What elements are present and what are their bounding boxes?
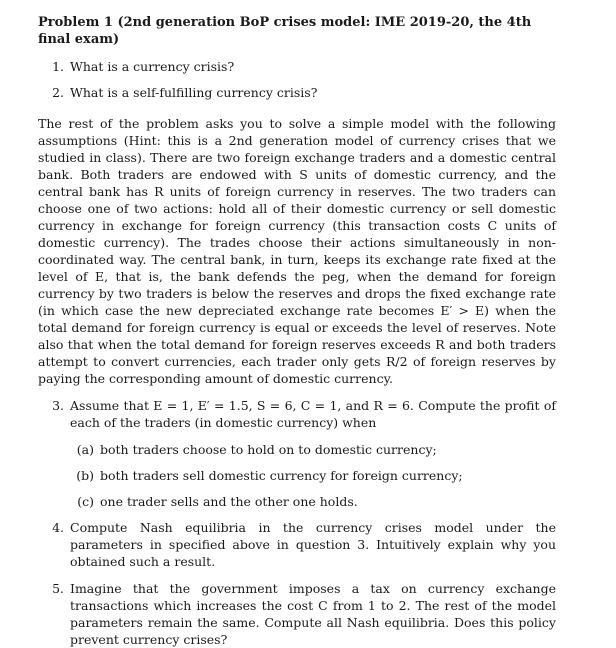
question-2-text: What is a self-fulfilling currency crisis? bbox=[70, 85, 318, 100]
question-4 bbox=[38, 519, 556, 570]
question-3-number: 3. bbox=[52, 398, 64, 413]
intro-question-list bbox=[38, 58, 556, 101]
question-3b bbox=[70, 467, 556, 484]
question-3c-text: one trader sells and the other one holds. bbox=[100, 494, 358, 509]
question-1-number: 1. bbox=[52, 59, 64, 74]
question-3 bbox=[38, 397, 556, 431]
question-3-text: Assume that E = 1, E′ = 1.5, S = 6, C = 1, and R = 6. Compute the profit of each of the traders (in domestic currency) when bbox=[70, 398, 556, 430]
question-4-text: Compute Nash equilibria in the currency crises model under the parameters in specified above in question 3. Intuitively explain why you obtained such a result. bbox=[70, 520, 556, 569]
question-3c-label: (c) bbox=[77, 494, 94, 509]
question-2 bbox=[38, 84, 556, 101]
question-4-number: 4. bbox=[52, 520, 64, 535]
question-5-number: 5. bbox=[52, 581, 64, 596]
question-5 bbox=[38, 580, 556, 648]
question-3b-text: both traders sell domestic currency for foreign currency; bbox=[100, 468, 463, 483]
question-1 bbox=[38, 58, 556, 75]
question-3a-label: (a) bbox=[76, 442, 94, 457]
question-3a bbox=[70, 441, 556, 458]
problem-heading: Problem 1 (2nd generation BoP crises model: IME 2019-20, the 4th final exam) bbox=[38, 15, 532, 47]
question-5-text: Imagine that the government imposes a tax on currency exchange transactions which increases the cost C from 1 to 2. The rest of the model parameters remain the same. Compute all Nash equilibria. Does this policy prevent currency crises? bbox=[70, 581, 556, 647]
question-3b-label: (b) bbox=[76, 468, 94, 483]
model-description-paragraph: The rest of the problem asks you to solve a simple model with the following assumptions (Hint: this is a 2nd generation model of currency crises that we studied in class). There are two foreign exchange traders and a domestic central bank. Both traders are endowed with S units of domestic currency, and the central bank has R units of foreign currency in reserves. The two traders can choose one of two actions: hold all of their domestic currency or sell domestic currency in exchange for foreign currency (this transaction costs C units of domestic currency). The trades choose their actions simultaneously in non-coordinated way. The central bank, in turn, keeps its exchange rate fixed at the level of E, that is, the bank defends the peg, when the demand for foreign currency by two traders is below the reserves and drops the fixed exchange rate (in which case the new depreciated exchange rate becomes E′ > E) when the total demand for foreign currency is equal or exceeds the level of reserves. Note also that when the total demand for foreign reserves exceeds R and both traders attempt to convert currencies, each trader only gets R/2 of foreign reserves by paying the corresponding amount of domestic currency. bbox=[38, 116, 556, 386]
question-3a-text: both traders choose to hold on to domestic currency; bbox=[100, 442, 437, 457]
question-3c bbox=[70, 493, 556, 510]
question-3-subparts bbox=[38, 441, 556, 510]
question-2-number: 2. bbox=[52, 85, 64, 100]
question-1-text: What is a currency crisis? bbox=[70, 59, 235, 74]
